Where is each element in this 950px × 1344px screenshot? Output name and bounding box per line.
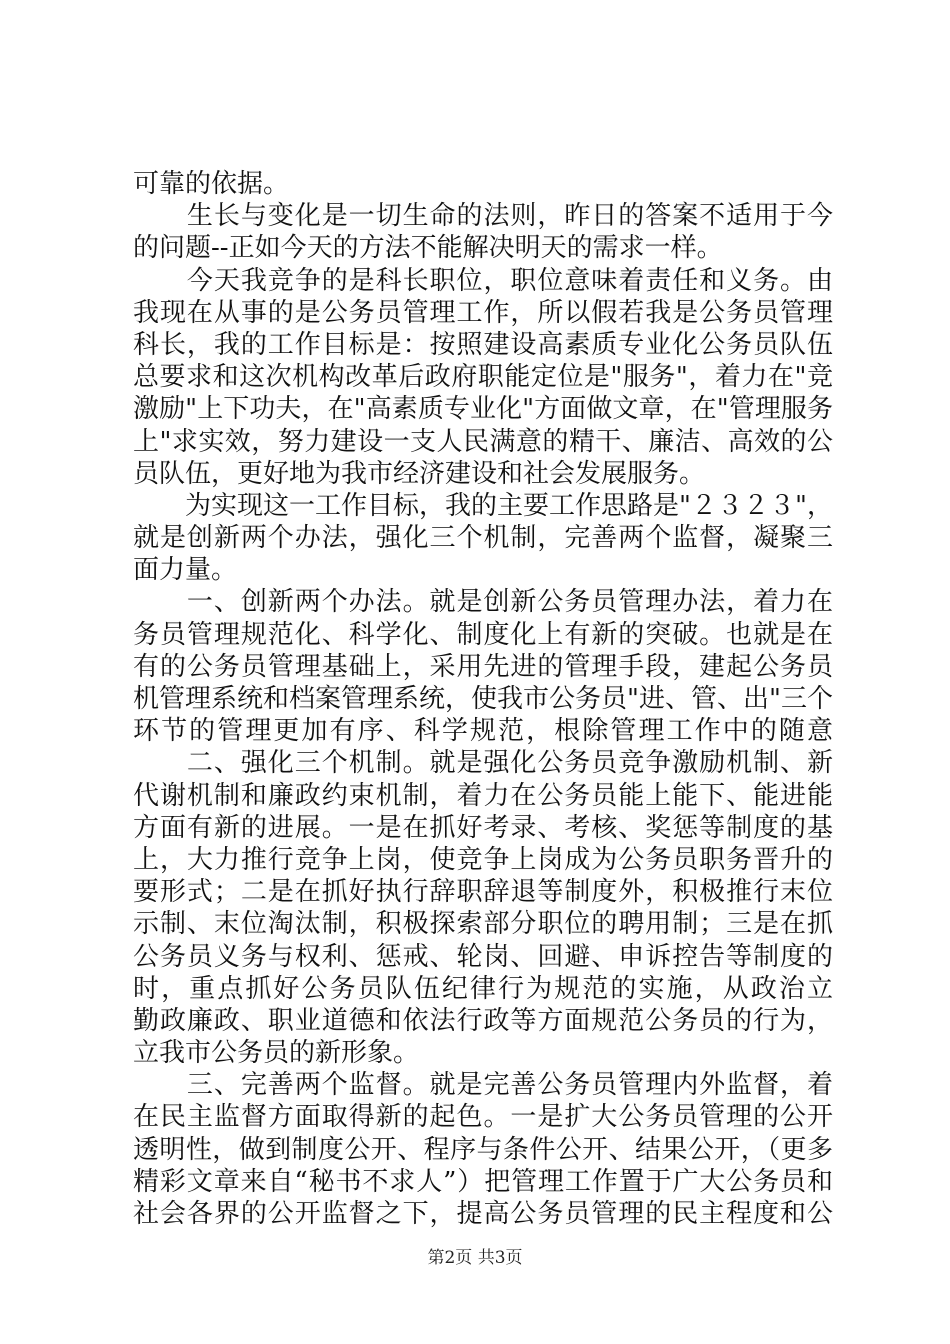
text-line: 的问题--正如今天的方法不能解决明天的需求一样。 xyxy=(133,233,723,264)
text-line: 社会各界的公开监督之下，提高公务员管理的民主程度和公 xyxy=(133,1199,833,1229)
text-line: 有的公务员管理基础上，采用先进的管理手段，建起公务员 xyxy=(133,651,833,682)
document-body xyxy=(133,168,833,1230)
text-line: 面力量。 xyxy=(133,555,238,586)
text-line: 公务员义务与权利、惩戒、轮岗、回避、申诉控告等制度的 xyxy=(133,941,833,972)
text-line: 我现在从事的是公务员管理工作，所以假若我是公务员管理 xyxy=(133,297,833,328)
text-line: 环节的管理更加有序、科学规范，根除管理工作中的随意 xyxy=(133,716,833,747)
text-line: 精彩文章来自“秘书不求人”）把管理工作置于广大公务员和 xyxy=(133,1166,833,1197)
text-line: 时，重点抓好公务员队伍纪律行为规范的实施，从政治立 xyxy=(133,973,833,1004)
text-line: 激励"上下功夫，在"高素质专业化"方面做文章，在"管理服务 xyxy=(133,394,833,425)
text-line: 方面有新的进展。一是在抓好考录、考核、奖惩等制度的基 xyxy=(133,812,833,843)
text-line: 总要求和这次机构改革后政府职能定位是"服务"，着力在"竞 xyxy=(133,362,833,393)
text-line: 在民主监督方面取得新的起色。一是扩大公务员管理的公开 xyxy=(133,1102,833,1133)
text-line: 务员管理规范化、科学化、制度化上有新的突破。也就是在 xyxy=(133,619,833,650)
text-line: 代谢机制和廉政约束机制，着力在公务员能上能下、能进能 xyxy=(133,780,833,811)
text-line: 透明性，做到制度公开、程序与条件公开、结果公开，（更多 xyxy=(133,1134,833,1165)
text-line: 生长与变化是一切生命的法则，昨日的答案不适用于今 xyxy=(186,201,833,232)
text-line: 二、强化三个机制。就是强化公务员竞争激励机制、新 xyxy=(186,748,833,779)
text-line: 勤政廉政、职业道德和依法行政等方面规范公务员的行为， xyxy=(133,1005,833,1036)
text-line: 要形式；二是在抓好执行辞职辞退等制度外，积极推行末位 xyxy=(133,877,833,908)
text-line: 科长，我的工作目标是：按照建设高素质专业化公务员队伍 xyxy=(133,329,833,360)
text-line: 上"求实效，努力建设一支人民满意的精干、廉洁、高效的公 xyxy=(133,426,833,457)
text-line: 为实现这一工作目标，我的主要工作思路是"２３２３"， xyxy=(133,490,833,521)
text-line: 今天我竞争的是科长职位，职位意味着责任和义务。由 xyxy=(186,265,833,296)
text-line: 可靠的依据。 xyxy=(133,169,290,199)
text-line: 机管理系统和档案管理系统，使我市公务员"进、管、出"三个 xyxy=(133,684,833,714)
text-line: 三、完善两个监督。就是完善公务员管理内外监督，着 xyxy=(186,1070,833,1101)
text-line: 立我市公务员的新形象。 xyxy=(133,1038,420,1069)
page-footer: 第2页 共3页 xyxy=(427,1248,523,1268)
text-line: 示制、末位淘汰制，积极探索部分职位的聘用制；三是在抓 xyxy=(133,909,833,940)
text-line: 就是创新两个办法，强化三个机制，完善两个监督，凝聚三 xyxy=(133,523,833,554)
text-line: 员队伍，更好地为我市经济建设和社会发展服务。 xyxy=(133,458,706,489)
text-line: 上，大力推行竞争上岗，使竞争上岗成为公务员职务晋升的 xyxy=(133,844,833,875)
text-line: 一、创新两个办法。就是创新公务员管理办法，着力在 xyxy=(186,587,833,618)
